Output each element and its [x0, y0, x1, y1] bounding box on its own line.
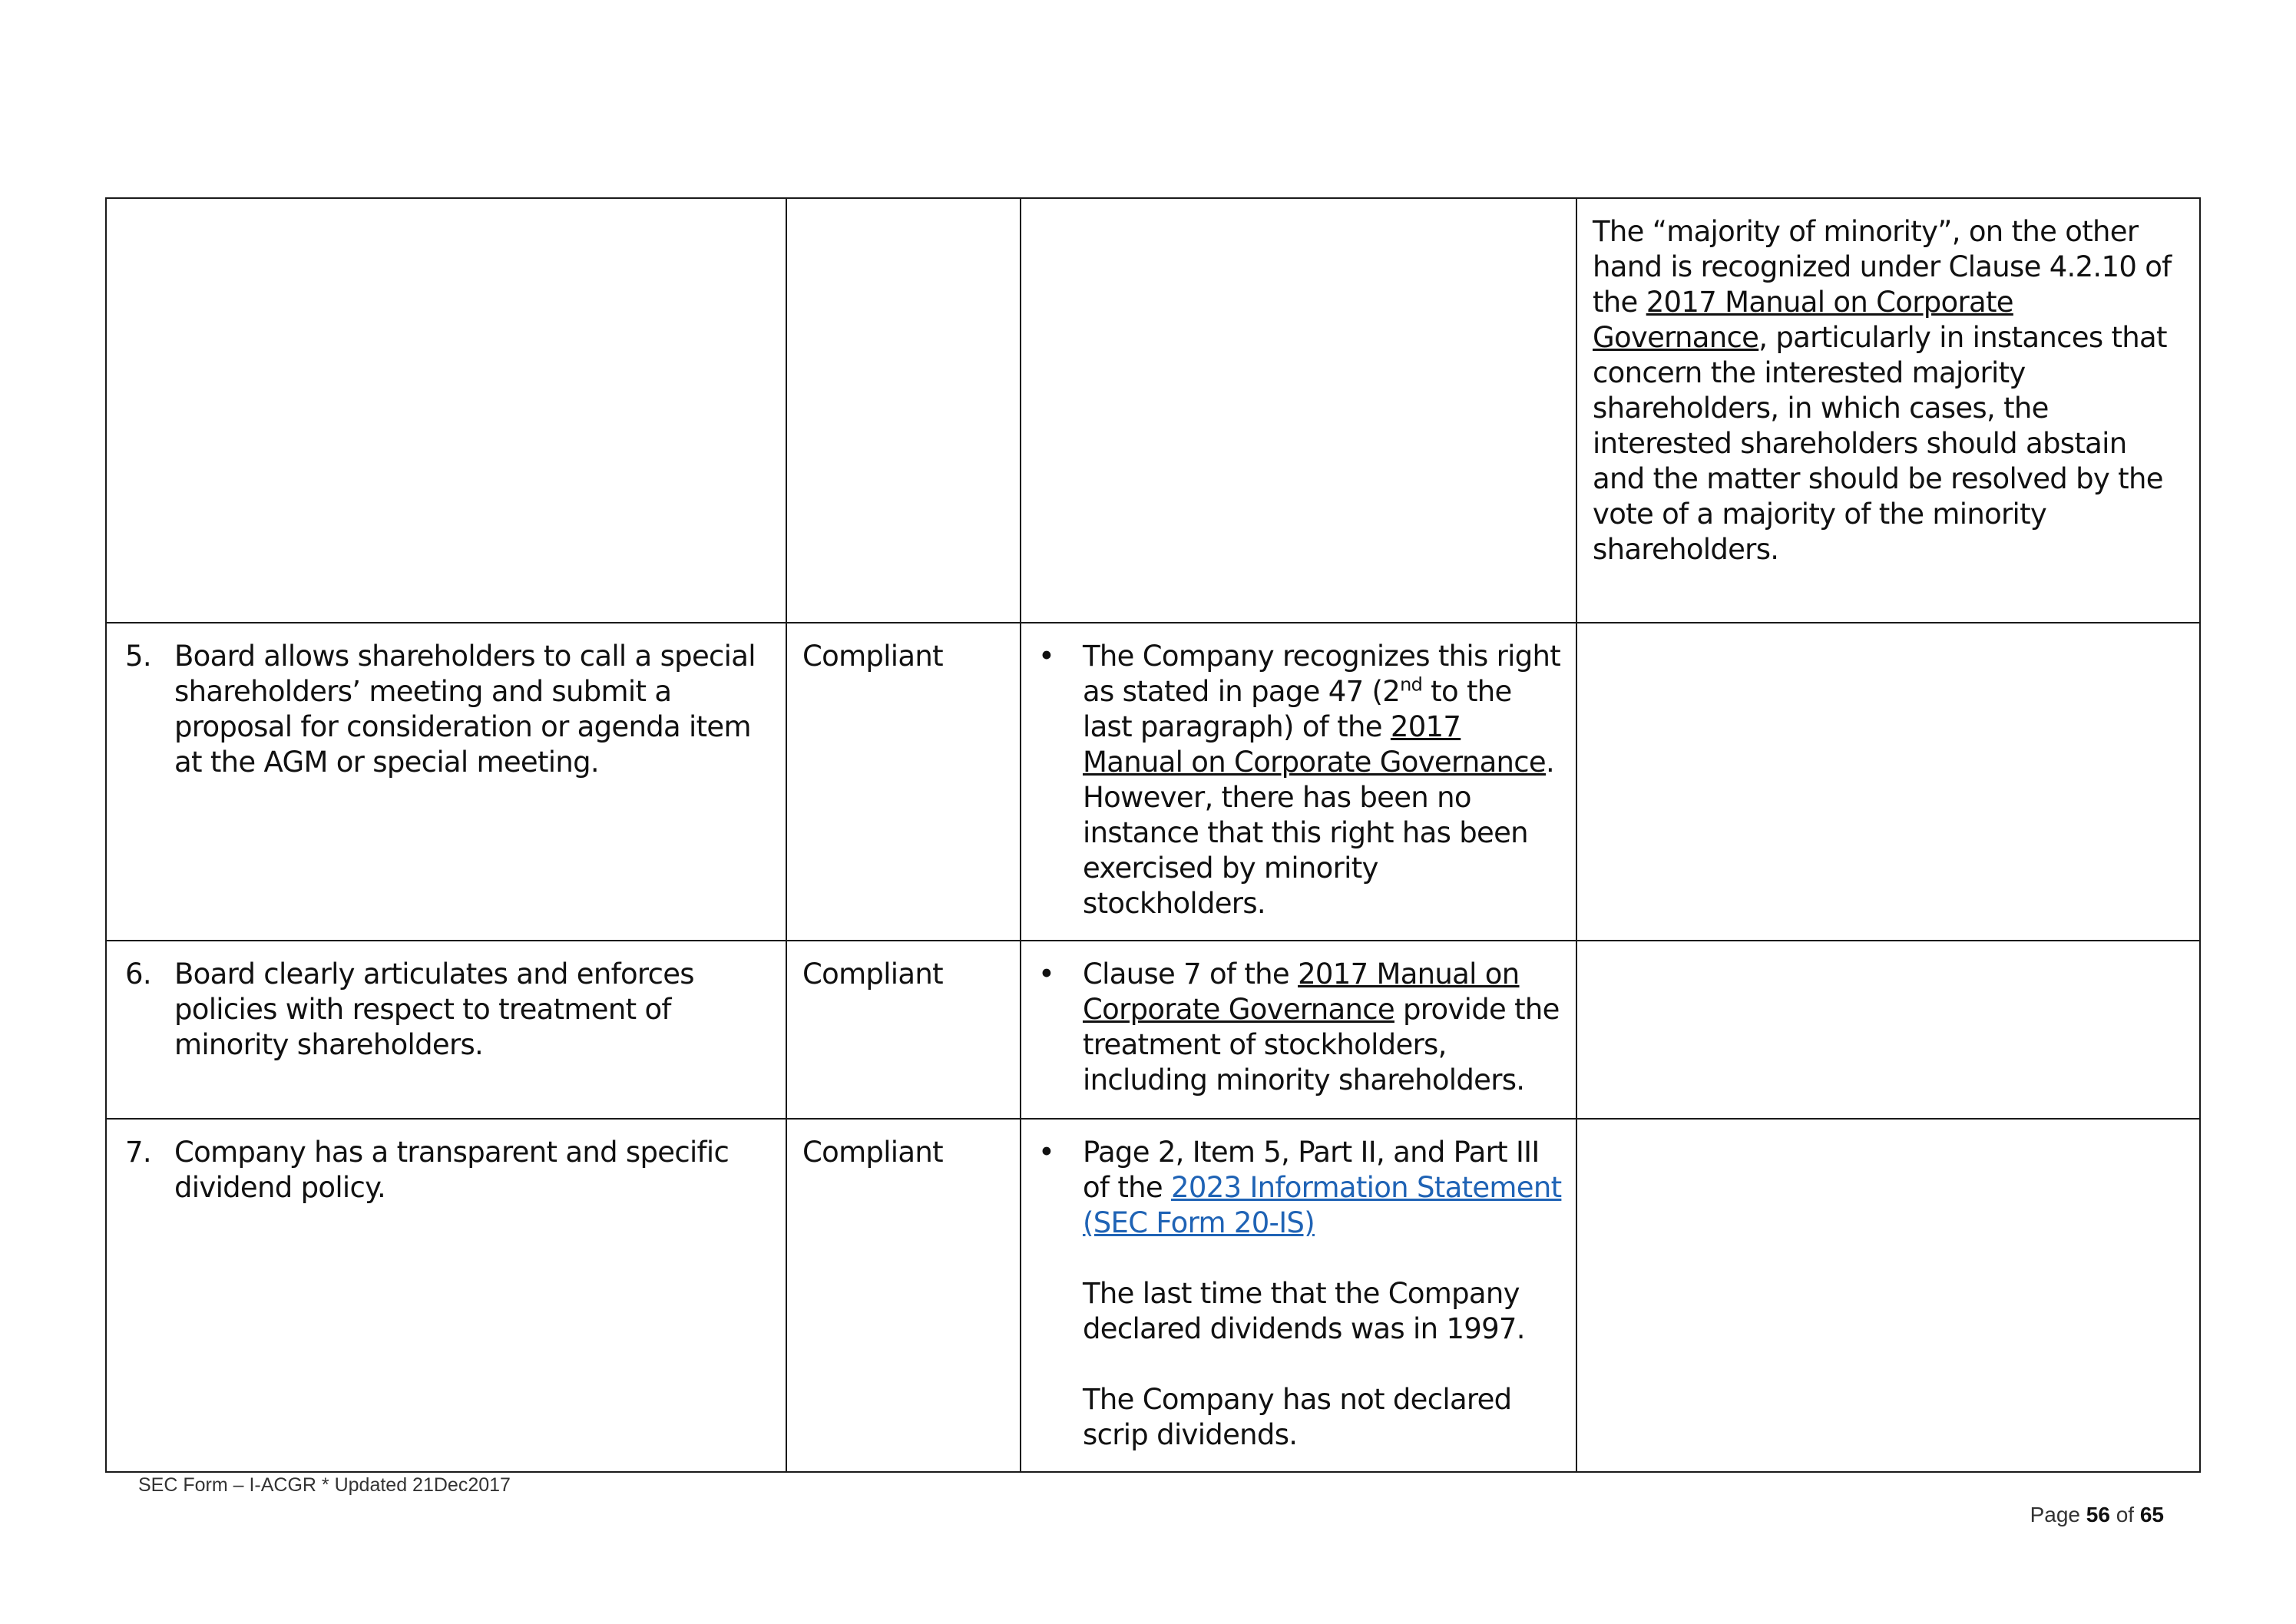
remarks-text: The “majority of minority”, on the other hand is recognized under Clause 4.2.10 of the [1593, 215, 2172, 319]
explanation-text: The Company recognizes this right as stated in page 47 (2 [1083, 640, 1561, 708]
status-cell [786, 623, 1021, 941]
item-number: 6. [125, 958, 151, 991]
table-row-item-7 [106, 1119, 2200, 1472]
scrip-dividend-text: The Company has not declared scrip dividends. [1083, 1383, 1512, 1451]
footer-form-label: SEC Form – I-ACGR * Updated 21Dec2017 [138, 1474, 511, 1496]
bullet-icon: • [1038, 958, 1055, 991]
explanation-cell [1021, 1119, 1576, 1472]
explanation-text-end: . However, there has been no instance that this right has been exercised by minority stockholders. [1083, 746, 1555, 920]
compliance-status: Compliant [802, 1136, 943, 1169]
remarks-cell [1576, 941, 2200, 1119]
manual-reference-link[interactable]: 2017 Manual on Corporate Governance [1083, 710, 1546, 779]
item-number: 5. [125, 640, 151, 673]
page-word: Page [2030, 1503, 2080, 1526]
recommendation-cell [106, 198, 786, 623]
remarks-cell [1576, 623, 2200, 941]
table-row-item-6 [106, 941, 2200, 1119]
page-current: 56 [2086, 1503, 2110, 1526]
page-total: 65 [2139, 1503, 2164, 1526]
recommendation-cell [106, 623, 786, 941]
table-row-continuation [106, 198, 2200, 623]
compliance-table [105, 197, 2201, 1473]
status-cell [786, 941, 1021, 1119]
item-number: 7. [125, 1136, 151, 1169]
ordinal-suffix: nd [1400, 673, 1423, 696]
compliance-status: Compliant [802, 958, 943, 991]
bullet-icon: • [1038, 640, 1055, 673]
page-of: of [2116, 1503, 2135, 1526]
explanation-text: Page 2, Item 5, Part II, and Part III of the [1083, 1136, 1540, 1204]
page-number [2030, 1503, 2164, 1527]
dividend-history-text: The last time that the Company declared dividends was in 1997. [1083, 1277, 1525, 1345]
explanation-text-continued: to the last paragraph) of the [1083, 675, 1512, 743]
recommendation-cell [106, 941, 786, 1119]
explanation-text-continued: provide the treatment of stockholders, including minority shareholders. [1083, 993, 1560, 1096]
explanation-text: Clause 7 of the [1083, 958, 1299, 991]
recommendation-cell [106, 1119, 786, 1472]
remarks-cell [1576, 198, 2200, 623]
manual-reference-link[interactable]: 2017 Manual on Corporate Governance [1593, 286, 2013, 354]
remarks-text-continued: , particularly in instances that concern the interested majority shareholders, in which cases, the interested shareholders should abstain and the matter should be resolved by the vote of a majority of the minority shareholders. [1593, 321, 2167, 566]
explanation-cell [1021, 198, 1576, 623]
manual-reference-link[interactable]: 2017 Manual on Corporate Governance [1083, 958, 1520, 1026]
information-statement-link[interactable]: 2023 Information Statement (SEC Form 20-IS) [1083, 1171, 1562, 1239]
recommendation-text: Company has a transparent and specific dividend policy. [174, 1136, 729, 1204]
recommendation-text: Board clearly articulates and enforces policies with respect to treatment of minority shareholders. [174, 958, 694, 1061]
remarks-cell [1576, 1119, 2200, 1472]
explanation-cell [1021, 941, 1576, 1119]
table-row-item-5 [106, 623, 2200, 941]
status-cell [786, 1119, 1021, 1472]
bullet-icon: • [1038, 1136, 1055, 1169]
explanation-cell [1021, 623, 1576, 941]
compliance-status: Compliant [802, 640, 943, 673]
recommendation-text: Board allows shareholders to call a special shareholders’ meeting and submit a proposal for consideration or agenda item at the AGM or special meeting. [174, 640, 756, 779]
status-cell [786, 198, 1021, 623]
